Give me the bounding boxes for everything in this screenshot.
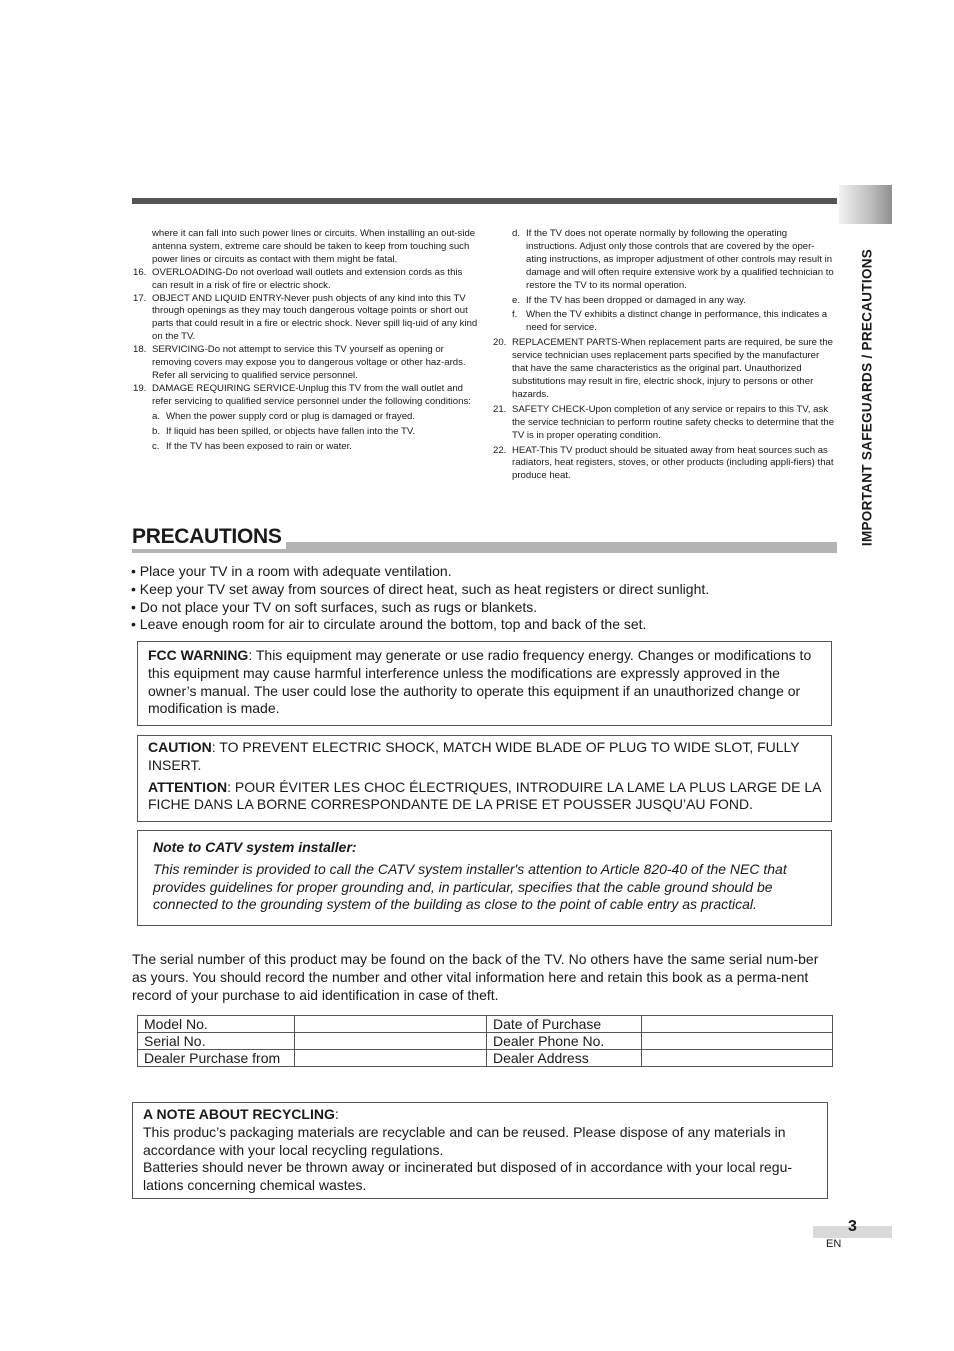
table-row [138,1033,833,1050]
list-item: 18. SERVICING-Do not attempt to service this TV yourself as opening or removing covers may expose you to dangerous voltage or other haz-ards. Refer all servicing to qualified service personnel. [133,344,466,381]
dealer-purchase-field [295,1050,487,1067]
attention-label: ATTENTION [148,778,228,795]
table-cell: Dealer Address [487,1050,642,1067]
fcc-warning-text: : This equipment may generate or use radio frequency energy. Changes or modifications to this equipment may cause harmful interference unless the modifications are expressly approved in the owner’s manual. The user could lose the authority to operate this equipment if an unauthorized change or modification is made. [148,647,812,717]
table-cell: Date of Purchase [487,1016,642,1033]
fcc-warning-box [137,641,832,726]
list-item: • Leave enough room for air to circulate around the bottom, top and back of the set. [131,616,647,633]
model-no-field [295,1016,487,1033]
dealer-address-field [642,1050,833,1067]
list-item: • Do not place your TV on soft surfaces, such as rugs or blankets. [131,598,538,615]
serial-no-field [295,1033,487,1050]
table-row [138,1016,833,1033]
safeguards-left-column [133,228,478,453]
section-label-text: IMPORTANT SAFEGUARDS / PRECAUTIONS [859,248,875,547]
catv-note-box [137,830,832,926]
page-language: EN [826,1238,842,1250]
safeguards-right-column [493,228,835,483]
sub-item: f. When the TV exhibits a distinct change in performance, this indicates a need for service. [512,309,828,334]
item-15-continued: where it can fall into such power lines or circuits. When installing an out-side antenna system, extreme care should be taken to keep from touching such power lines or circuits as contact with them might be fatal. [152,228,476,265]
list-item: 19. DAMAGE REQUIRING SERVICE-Unplug this TV from the wall outlet and refer servicing to qualified service personnel under the following conditions: [133,382,471,407]
fcc-warning-label: FCC WARNING [148,647,249,663]
date-of-purchase-field [642,1016,833,1033]
list-item: • Keep your TV set away from sources of direct heat, such as heat registers or direct sunlight. [131,580,710,597]
catv-note-title: Note to CATV system installer: [153,839,357,855]
catv-note-text: This reminder is provided to call the CATV system installer's attention to Article 820-40 of the NEC that provides guidelines for proper grounding and, in particular, specifies that the cable ground should be connected to the grounding system of the building as close to the point of cable entry as practical. [153,860,787,913]
sub-item: c. If the TV has been exposed to rain or water. [152,440,352,452]
recycling-text-1: This produc’s packaging materials are recyclable and can be reused. Please dispose of any materials in accordance with your local recycling regulations. [143,1123,786,1158]
caution-text: : TO PREVENT ELECTRIC SHOCK, MATCH WIDE BLADE OF PLUG TO WIDE SLOT, FULLY INSERT. [148,739,800,773]
attention-text: : POUR ÉVITER LES CHOC ÉLECTRIQUES, INTRODUIRE LA LAME LA PLUS LARGE DE LA FICHE DANS LA BORNE CORRESPONDANTE DE LA PRISE ET POUSSER JUSQU’AU FOND. [148,778,821,813]
table-row [138,1050,833,1067]
section-tab [839,185,892,224]
list-item: • Place your TV in a room with adequate ventilation. [131,563,452,579]
top-rule [132,198,837,204]
sub-item: a. When the power supply cord or plug is damaged or frayed. [152,410,416,422]
list-item: 17. OBJECT AND LIQUID ENTRY-Never push objects of any kind into this TV through openings as they may touch dangerous voltage points or short out parts that could result in a fire or electric shock. Never spill liq-uid of any kind on the TV. [133,292,478,343]
purchase-record-table [137,1015,833,1067]
list-item: 20. REPLACEMENT PARTS-When replacement parts are required, be sure the service technician uses replacement parts specified by the manufacturer that have the same characteristics as the original part. Unauthorized substitutions may result in fire, electric shock, injury to persons or other hazards. [493,337,833,400]
recycling-text-2: Batteries should never be thrown away or incinerated but disposed of in accordance with your local regu-lations concerning chemical wastes. [143,1159,793,1194]
caution-label: CAUTION [148,739,212,755]
list-item: 16. OVERLOADING-Do not overload wall outlets and extension cords as this can result in a risk of fire or electric shock. [133,266,463,291]
sub-item: e. If the TV has been dropped or damaged in any way. [512,294,746,306]
recycling-note-box: A NOTE ABOUT RECYCLING: This produc’s packaging materials are recyclable and can be reused. Please dispose of any materials in accordance with your local recycling regulations. Batteries should never be thrown away or incinerated but disposed of in accordance with your local regu-lations concerning chemical wastes. [132,1102,828,1199]
caution-box [137,735,832,822]
serial-number-paragraph: The serial number of this product may be found on the back of the TV. No others have the same serial num-ber as yours. You should record the number and other vital information here and retain this book as a perma-nent record of your purchase to aid identification in case of theft. [132,951,819,1003]
page-number: 3 [848,1218,857,1235]
sub-item: d. If the TV does not operate normally by following the operating instructions. Adjust only those controls that are covered by the oper-ating instructions, as improper adjustment of other controls may result in damage and will often require extensive work by a qualified technician to restore the TV to its normal operation. [512,228,834,291]
table-cell: Serial No. [138,1033,295,1050]
recycling-label: A NOTE ABOUT RECYCLING [143,1106,335,1122]
precautions-list [131,563,841,634]
dealer-phone-field [642,1033,833,1050]
table-cell: Dealer Phone No. [487,1033,642,1050]
list-item: 22. HEAT-This TV product should be situated away from heat sources such as radiators, heat registers, stoves, or other products (including appli-fiers) that produce heat. [493,444,834,482]
table-cell: Model No. [138,1016,295,1033]
sub-item: b. If liquid has been spilled, or objects have fallen into the TV. [152,425,416,437]
list-item: 21. SAFETY CHECK-Upon completion of any service or repairs to this TV, ask the service technician to perform routine safety checks to determine that the TV is in proper operating condition. [493,403,835,441]
table-cell: Dealer Purchase from [138,1050,295,1067]
precautions-heading: PRECAUTIONS [132,525,286,549]
